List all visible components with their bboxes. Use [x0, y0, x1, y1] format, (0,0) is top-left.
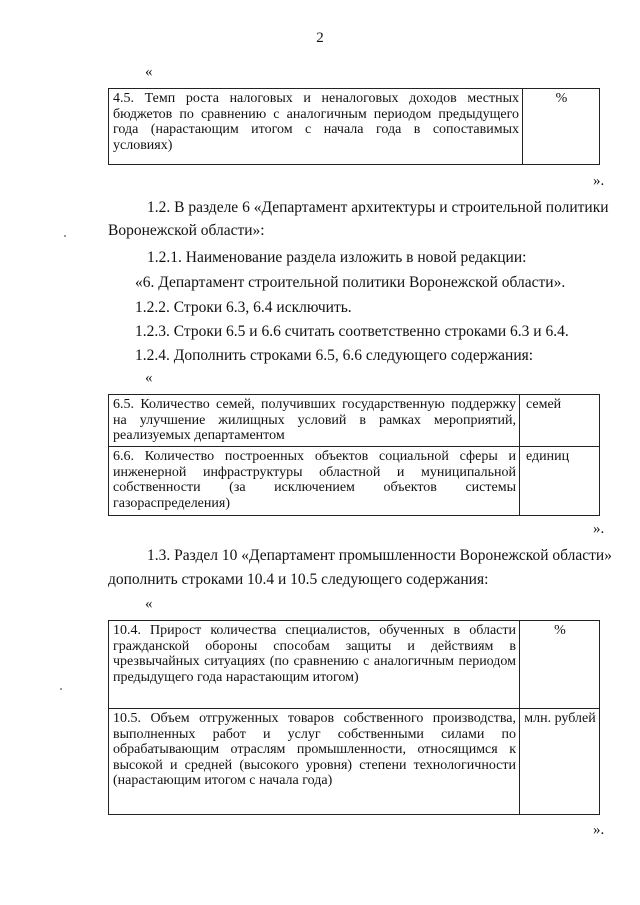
para-1-2-line1: 1.2. В разделе 6 «Департамент архитектуры и строительной политики — [147, 199, 609, 216]
table-row — [109, 89, 600, 165]
table-row — [109, 709, 600, 815]
para-1-3-line1: 1.3. Раздел 10 «Департамент промышленности Воронежской области» — [147, 547, 612, 564]
row-description: 10.5. Объем отгруженных товаров собственного производства, выполненных работ и услуг собственными силами по обрабатывающим отраслям промышленности, относящимся к высокой и средней (высокого уровня) степени технологичности (нарастающим итогом с начала года) — [109, 709, 520, 815]
para-1-2-2: 1.2.2. Строки 6.3, 6.4 исключить. — [135, 299, 352, 316]
open-quote: « — [145, 370, 153, 386]
row-description: 6.6. Количество построенных объектов социальной сферы и инженерной инфраструктуры областной и муниципальной собственности (за исключением объектов системы газораспределения) — [109, 447, 520, 516]
para-1-2-3: 1.2.3. Строки 6.5 и 6.6 считать соответственно строками 6.3 и 6.4. — [135, 323, 569, 340]
para-1-2-4: 1.2.4. Дополнить строками 6.5, 6.6 следующего содержания: — [135, 347, 534, 364]
para-1-2-1: 1.2.1. Наименование раздела изложить в новой редакции: — [147, 249, 527, 266]
para-1-3-line2: дополнить строками 10.4 и 10.5 следующего содержания: — [108, 571, 489, 588]
row-description: 6.5. Количество семей, получивших государственную поддержку на улучшение жилищных условий в рамках мероприятий, реализуемых департаментом — [109, 395, 520, 447]
table-4-5 — [108, 88, 600, 165]
para-1-2-line2: Воронежской области»: — [108, 222, 265, 239]
table-row — [109, 447, 600, 516]
close-quote: ». — [593, 173, 605, 189]
row-unit: % — [520, 621, 600, 709]
scan-speck — [64, 235, 66, 237]
row-unit: единиц — [520, 447, 600, 516]
open-quote: « — [145, 596, 153, 612]
close-quote: ». — [593, 822, 605, 838]
row-description: 4.5. Темп роста налоговых и неналоговых доходов местных бюджетов по сравнению с аналогичным периодом предыдущего года (нарастающим итогом с начала года в сопоставимых условиях) — [109, 89, 523, 165]
row-unit: семей — [520, 395, 600, 447]
open-quote: « — [145, 64, 153, 80]
table-10 — [108, 620, 600, 815]
para-1-2-1-text: «6. Департамент строительной политики Воронежской области». — [135, 274, 566, 291]
scan-speck — [60, 688, 62, 690]
row-description: 10.4. Прирост количества специалистов, обученных в области гражданской обороны способам защиты и действиям в чрезвычайных ситуациях (по сравнению с аналогичным периодом предыдущего года нарастающим итогом) — [109, 621, 520, 709]
table-6 — [108, 394, 600, 516]
close-quote: ». — [593, 521, 605, 537]
table-row — [109, 395, 600, 447]
table-row — [109, 621, 600, 709]
page-number: 2 — [316, 30, 324, 46]
row-unit: % — [523, 89, 600, 165]
row-unit: млн. рублей — [520, 709, 600, 815]
